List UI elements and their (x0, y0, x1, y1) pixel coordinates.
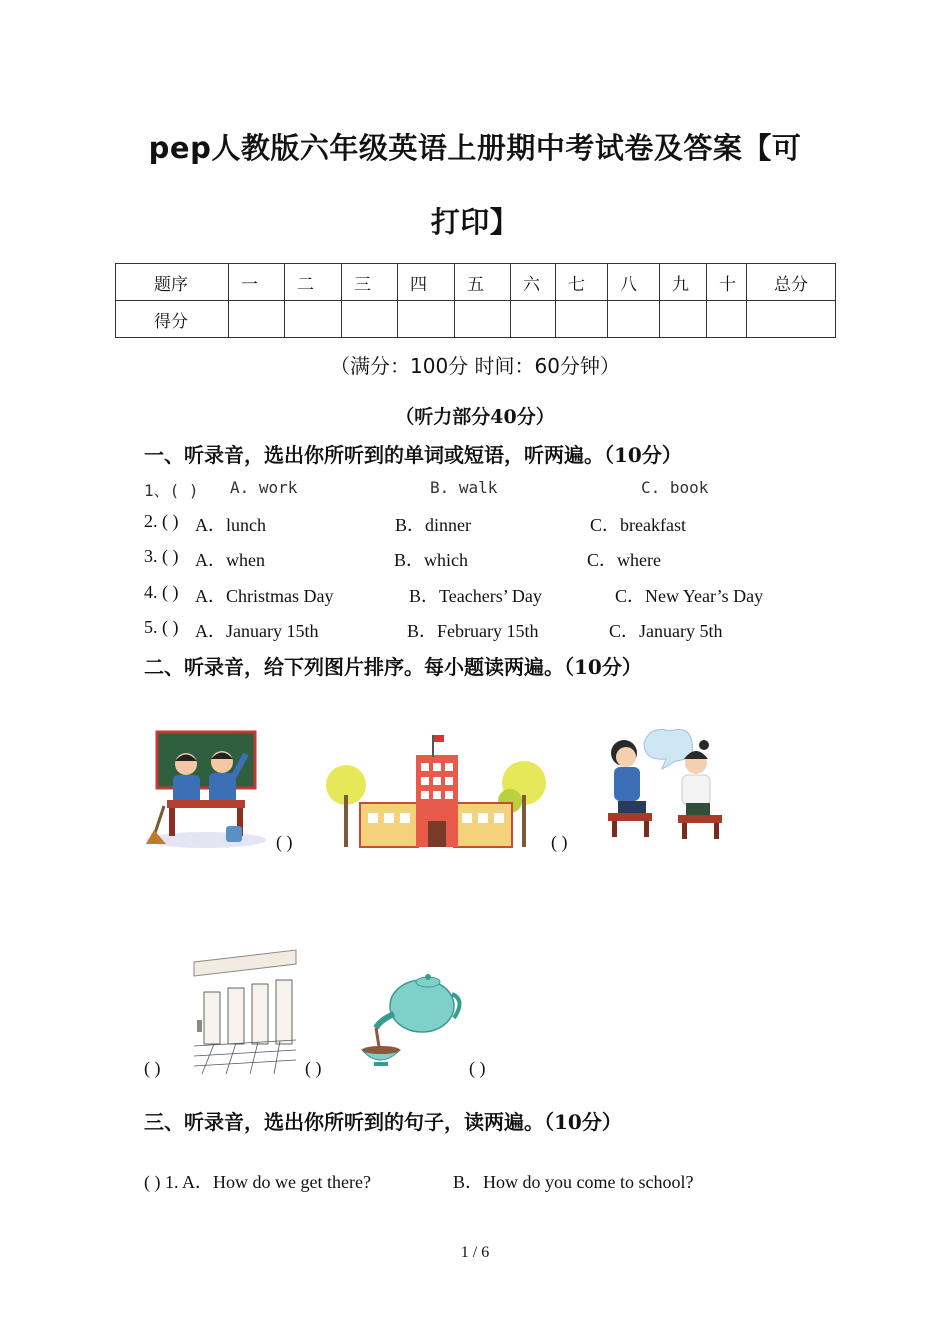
table-header-cell: 六 (511, 264, 556, 301)
question-3-option-b: B．which (394, 550, 468, 570)
picture-2-answer-blank[interactable]: ( ) (551, 832, 568, 852)
score-cell[interactable] (556, 301, 608, 338)
score-cell[interactable] (660, 301, 707, 338)
question-3-option-c: C．where (587, 550, 661, 570)
question-5-option-c: C．January 5th (609, 621, 723, 641)
table-header-cell: 四 (398, 264, 455, 301)
table-header-cell: 二 (285, 264, 342, 301)
page-title-line2: 打印】 (430, 205, 520, 239)
table-header-cell: 总分 (747, 264, 836, 301)
score-cell[interactable] (511, 301, 556, 338)
question-3-option-a: A．when (195, 550, 265, 570)
question-1-option-a: A. work (230, 478, 298, 497)
score-cell[interactable] (455, 301, 511, 338)
question-5-number: 5. ( ) (144, 617, 179, 637)
table-header-cell: 题序 (116, 264, 229, 301)
question-5-option-a: A．January 15th (195, 621, 319, 641)
table-header-cell: 七 (556, 264, 608, 301)
picture-5-answer-blank[interactable]: ( ) (305, 1058, 322, 1078)
score-table (115, 263, 836, 338)
table-header-cell: 三 (342, 264, 398, 301)
score-cell[interactable] (747, 301, 836, 338)
question-1-option-c: C. book (641, 478, 709, 497)
table-header-cell: 五 (455, 264, 511, 301)
question-1-option-b: B. walk (430, 478, 498, 497)
question-2-option-a: A．lunch (195, 515, 266, 535)
question-2-option-b: B．dinner (395, 515, 471, 535)
picture-4-answer-blank[interactable]: ( ) (144, 1058, 161, 1078)
section2-heading: 二、听录音，给下列图片排序。每小题读两遍。（10分） (144, 655, 642, 679)
section1-heading: 一、听录音，选出你所听到的单词或短语，听两遍。（10分） (144, 443, 682, 467)
score-cell[interactable] (342, 301, 398, 338)
page-title-line1: pep人教版六年级英语上册期中考试卷及答案【可 (148, 131, 802, 165)
score-table-score-row (116, 301, 836, 338)
table-header-cell: 十 (707, 264, 747, 301)
score-cell[interactable] (707, 301, 747, 338)
school-building-image (324, 733, 548, 851)
table-row-label: 得分 (116, 301, 229, 338)
section3-question-1-option-b: B．How do you come to school? (453, 1172, 694, 1192)
students-cleaning-classroom-image (142, 728, 270, 850)
listening-heading: （听力部分40分） (395, 406, 555, 428)
question-4-number: 4. ( ) (144, 582, 179, 602)
question-4-option-a: A．Christmas Day (195, 586, 334, 606)
table-header-cell: 八 (608, 264, 660, 301)
restroom-image (192, 944, 302, 1076)
table-header-cell: 九 (660, 264, 707, 301)
question-2-option-c: C．breakfast (590, 515, 686, 535)
question-3-number: 3. ( ) (144, 546, 179, 566)
picture-1-answer-blank[interactable]: ( ) (276, 832, 293, 852)
question-1-number: 1、( ) (144, 481, 199, 500)
section3-question-1-option-a: ( ) 1. A．How do we get there? (144, 1172, 371, 1192)
score-cell[interactable] (285, 301, 342, 338)
page-number: 1 / 6 (460, 1244, 490, 1261)
score-cell[interactable] (229, 301, 285, 338)
score-cell[interactable] (398, 301, 455, 338)
girls-talking-image (604, 723, 724, 847)
table-header-cell: 一 (229, 264, 285, 301)
question-5-option-b: B．February 15th (407, 621, 539, 641)
score-cell[interactable] (608, 301, 660, 338)
score-table-header-row (116, 264, 836, 301)
exam-info: （满分：100分 时间：60分钟） (330, 354, 620, 378)
picture-6-answer-blank[interactable]: ( ) (469, 1058, 486, 1078)
question-4-option-c: C．New Year’s Day (615, 586, 764, 606)
question-2-number: 2. ( ) (144, 511, 179, 531)
section3-heading: 三、听录音，选出你所听到的句子，读两遍。（10分） (144, 1110, 622, 1134)
question-4-option-b: B．Teachers’ Day (409, 586, 542, 606)
teapot-pouring-tea-image (358, 970, 466, 1076)
